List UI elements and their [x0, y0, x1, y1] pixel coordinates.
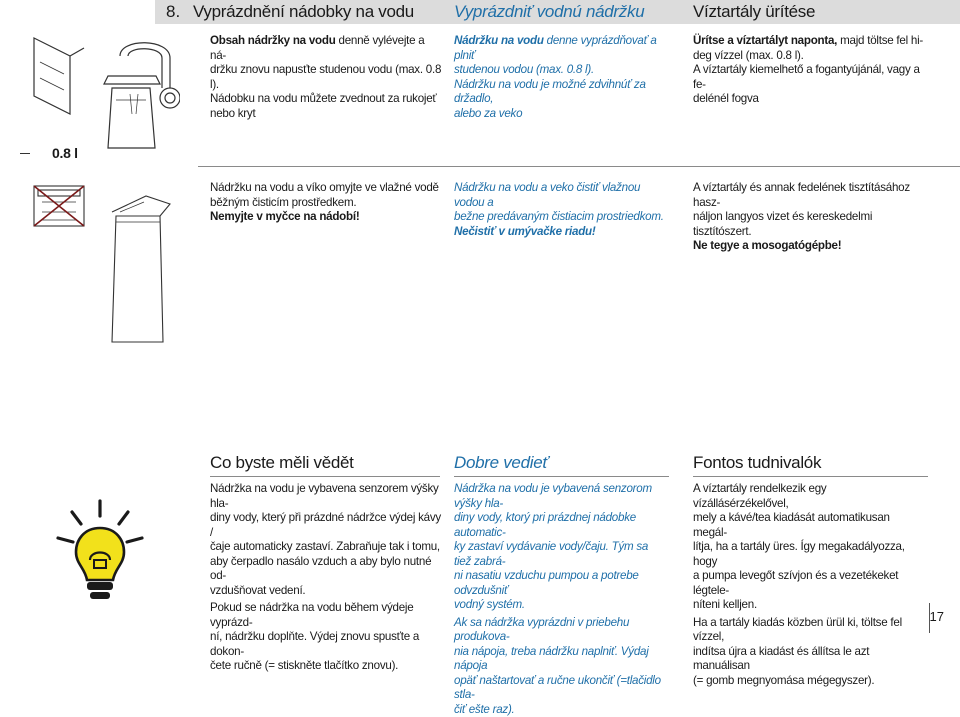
sk-fill-line-3: Nádržku na vodu je možné zdvihnúť za držadlo,	[454, 78, 664, 107]
hu-clean-line-1: A víztartály és annak fedelének tisztításához hasz-	[693, 181, 923, 210]
cz-heading: Vyprázdnění nádobky na vodu	[193, 1, 414, 23]
cz-clean-line-2: běžným čisticím prostředkem.	[210, 196, 442, 211]
sk-fill-line-2: studenou vodou (max. 0.8 l).	[454, 63, 664, 78]
sk-clean-line-2: bežne predávaným čistiacim prostriedkom.	[454, 210, 664, 225]
hu-info-line-3: lítja, ha a tartály üres. Így megakadályozza, hogy	[693, 540, 923, 569]
sk-clean-line-1: Nádržku na vodu a veko čistiť vlažnou vodou a	[454, 181, 664, 210]
cz-info-line-4: aby čerpadlo nasálo vzduch a aby bylo nutné od-	[210, 555, 442, 584]
hu-fill-line-3: A víztartály kiemelhető a fogantyújánál, vagy a fe-	[693, 63, 923, 92]
hu-info-line-6: Ha a tartály kiadás közben ürül ki, töltse fel vízzel,	[693, 616, 923, 645]
hu-cleaning-instructions	[693, 181, 923, 254]
volume-label: 0.8 l	[52, 144, 78, 162]
hu-fill-line-2: deg vízzel (max. 0.8 l).	[693, 49, 923, 64]
cz-fill-line-4: nebo kryt	[210, 107, 442, 122]
sk-cleaning-instructions	[454, 181, 664, 239]
cz-info-line-6: Pokud se nádržka na vodu během výdeje vyprázd-	[210, 601, 442, 630]
hu-info-line-1: A víztartály rendelkezik egy vízállásérzékelővel,	[693, 482, 923, 511]
cz-fill-line-3: Nádobku na vodu můžete zvednout za rukojeť	[210, 92, 442, 107]
sk-info-line-1: Nádržka na vodu je vybavená senzorom výšky hla-	[454, 482, 664, 511]
tank-cleaning-illustration	[20, 182, 180, 357]
cz-info-line-7: ní, nádržku doplňte. Výdej znovu spusťte a dokon-	[210, 630, 442, 659]
cz-info-line-2: diny vody, který při prázdné nádržce výdej kávy /	[210, 511, 442, 540]
sk-info-line-7: nia nápoja, treba nádržku naplniť. Výdaj nápoja	[454, 645, 664, 674]
hu-info-rule	[693, 476, 928, 477]
sk-info-line-4: ni nasatiu vzduchu pumpou a potrebe odvzdušniť	[454, 569, 664, 598]
section-number: 8.	[166, 1, 180, 23]
cz-info-heading: Co byste měli vědět	[210, 452, 354, 474]
hu-info-line-8: (= gomb megnyomása mégegyszer).	[693, 674, 923, 689]
cz-fill-line-1: Obsah nádržky na vodu denně vylévejte a ná-	[210, 34, 442, 63]
hu-info-line-7: indítsa újra a kiadást és állítsa le azt manuálisan	[693, 645, 923, 674]
divider-line	[198, 166, 960, 167]
cz-cleaning-instructions	[210, 181, 442, 225]
cz-fill-bold: Obsah nádržky na vodu	[210, 34, 336, 47]
cz-info-line-3: čaje automaticky zastaví. Zabraňuje tak i tomu,	[210, 540, 442, 555]
sk-info-line-8: opäť naštartovať a ručne ukončiť (=tlačidlo stla-	[454, 674, 664, 703]
hu-clean-line-2: náljon langyos vizet és kereskedelmi tisztítószert.	[693, 210, 923, 239]
lightbulb-icon	[56, 498, 156, 608]
hu-info-line-4: a pumpa levegőt szívjon és a vezetékeket légtele-	[693, 569, 923, 598]
sk-fill-line-4: alebo za veko	[454, 107, 664, 122]
page-number: 17	[930, 609, 944, 625]
sk-info-line-6: Ak sa nádržka vyprázdni v priebehu produkova-	[454, 616, 664, 645]
cz-info-text	[210, 482, 442, 674]
hu-fill-line-1: Ürítse a víztartályt naponta, majd töltse fel hi-	[693, 34, 923, 49]
hu-heading: Víztartály ürítése	[693, 1, 815, 23]
sk-info-text	[454, 482, 664, 717]
cz-fill-line-2: držku znovu napusťte studenou vodu (max. 0.8 l).	[210, 63, 442, 92]
corner-mark	[20, 153, 30, 154]
cz-fill-instructions	[210, 34, 442, 121]
cz-clean-line-1: Nádržku na vodu a víko omyjte ve vlažné vodě	[210, 181, 442, 196]
hu-info-text	[693, 482, 923, 688]
sk-info-line-5: vodný systém.	[454, 598, 664, 613]
hu-info-heading: Fontos tudnivalók	[693, 452, 821, 474]
sk-info-line-3: ky zastaví vydávanie vody/čaju. Tým sa tiež zabrá-	[454, 540, 664, 569]
cz-info-rule	[210, 476, 440, 477]
sk-clean-warning: Nečistiť v umývačke riadu!	[454, 225, 664, 240]
sk-info-line-9: čiť ešte raz).	[454, 703, 664, 717]
hu-info-line-5: níteni kelljen.	[693, 598, 923, 613]
hu-info-line-2: mely a kávé/tea kiadását automatikusan megál-	[693, 511, 923, 540]
tank-lift-illustration	[20, 28, 180, 153]
cz-info-line-1: Nádržka na vodu je vybavena senzorem výšky hla-	[210, 482, 442, 511]
cz-clean-warning: Nemyjte v myčce na nádobí!	[210, 210, 442, 225]
sk-info-line-2: diny vody, ktorý pri prázdnej nádobke automatic-	[454, 511, 664, 540]
hu-fill-instructions	[693, 34, 923, 107]
sk-info-heading: Dobre vedieť	[454, 452, 548, 474]
hu-fill-line-4: delénél fogva	[693, 92, 923, 107]
cz-info-line-8: čete ručně (= stiskněte tlačítko znovu).	[210, 659, 442, 674]
hu-clean-warning: Ne tegye a mosogatógépbe!	[693, 239, 923, 254]
sk-fill-instructions	[454, 34, 664, 121]
sk-fill-line-1: Nádržku na vodu denne vyprázdňovať a plniť	[454, 34, 664, 63]
sk-heading: Vyprázdniť vodnú nádržku	[454, 1, 644, 23]
sk-info-rule	[454, 476, 669, 477]
cz-info-line-5: vzdušňovat vedení.	[210, 584, 442, 599]
